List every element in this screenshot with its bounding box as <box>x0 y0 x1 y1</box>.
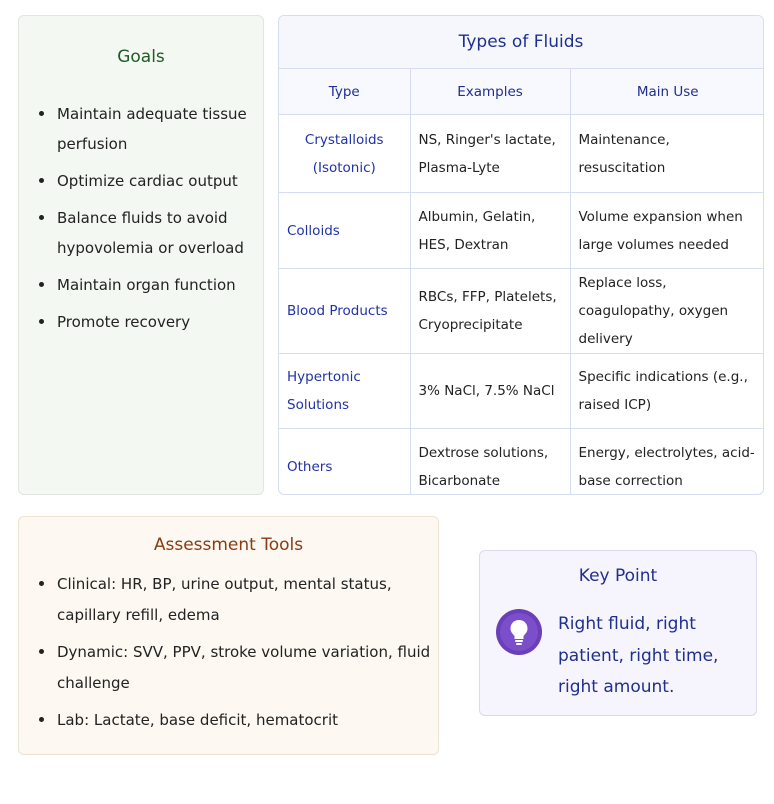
assessment-item-text: Lab: Lactate, base deficit, hematocrit <box>57 711 339 729</box>
bullet-icon <box>39 717 44 722</box>
fluid-examples-cell: Albumin, Gelatin, HES, Dextran <box>410 193 570 269</box>
column-header-main-use: Main Use <box>570 69 764 115</box>
goals-item-text: Maintain adequate tissue perfusion <box>57 105 247 153</box>
fluid-type-cell: Crystalloids (Isotonic) <box>279 115 410 193</box>
fluid-type-cell: Blood Products <box>279 269 410 354</box>
assessment-item <box>57 705 432 736</box>
fluid-types-title: Types of Fluids <box>458 32 584 52</box>
fluid-examples-cell: 3% NaCl, 7.5% NaCl <box>410 354 570 429</box>
column-header-type: Type <box>279 69 410 115</box>
fluid-type-cell: Others <box>279 429 410 496</box>
bullet-icon <box>39 282 44 287</box>
goals-item <box>57 270 255 300</box>
fluid-examples-cell: NS, Ringer's lactate, Plasma-Lyte <box>410 115 570 193</box>
goals-item <box>57 307 255 337</box>
assessment-tools-title: Assessment Tools <box>153 535 304 555</box>
bullet-icon <box>39 319 44 324</box>
goals-title: Goals <box>117 47 165 67</box>
goals-item-text: Promote recovery <box>57 313 191 331</box>
fluid-examples-cell: RBCs, FFP, Platelets, Cryoprecipitate <box>410 269 570 354</box>
fluid-type-cell: Hypertonic Solutions <box>279 354 410 429</box>
assessment-list <box>19 569 432 742</box>
goals-item <box>57 99 255 159</box>
goals-card <box>18 15 264 495</box>
goals-item-text: Balance fluids to avoid hypovolemia or overload <box>57 209 244 257</box>
bullet-icon <box>39 581 44 586</box>
assessment-item-text: Clinical: HR, BP, urine output, mental status, capillary refill, edema <box>57 575 392 624</box>
table-row <box>279 269 764 354</box>
table-row <box>279 354 764 429</box>
bullet-icon <box>39 111 44 116</box>
fluid-use-cell: Specific indications (e.g., raised ICP) <box>570 354 764 429</box>
table-row <box>279 115 764 193</box>
assessment-item <box>57 637 432 699</box>
fluid-types-card <box>278 15 764 495</box>
table-row <box>279 193 764 269</box>
fluid-use-cell: Volume expansion when large volumes needed <box>570 193 764 269</box>
bullet-icon <box>39 215 44 220</box>
assessment-tools-card <box>18 516 439 755</box>
lightbulb-icon <box>496 609 542 655</box>
goals-item <box>57 203 255 263</box>
fluid-type-cell: Colloids <box>279 193 410 269</box>
bullet-icon <box>39 178 44 183</box>
assessment-item-text: Dynamic: SVV, PPV, stroke volume variation, fluid challenge <box>57 643 431 692</box>
fluid-use-cell: Maintenance, resuscitation <box>570 115 764 193</box>
column-header-examples: Examples <box>410 69 570 115</box>
goals-item-text: Maintain organ function <box>57 276 236 294</box>
key-point-title: Key Point <box>578 566 658 586</box>
key-point-text: Right fluid, right patient, right time, right amount. <box>558 614 719 697</box>
bullet-icon <box>39 649 44 654</box>
table-header-row <box>279 69 764 115</box>
key-point-card <box>479 550 757 716</box>
fluid-use-cell: Replace loss, coagulopathy, oxygen delivery <box>570 269 764 354</box>
goals-item-text: Optimize cardiac output <box>57 172 238 190</box>
fluid-types-table <box>279 68 764 495</box>
assessment-item <box>57 569 432 631</box>
fluid-types-header <box>279 16 763 69</box>
fluid-examples-cell: Dextrose solutions, Bicarbonate <box>410 429 570 496</box>
table-row <box>279 429 764 496</box>
goals-list <box>19 99 255 344</box>
goals-item <box>57 166 255 196</box>
fluid-use-cell: Energy, electrolytes, acid-base correction <box>570 429 764 496</box>
